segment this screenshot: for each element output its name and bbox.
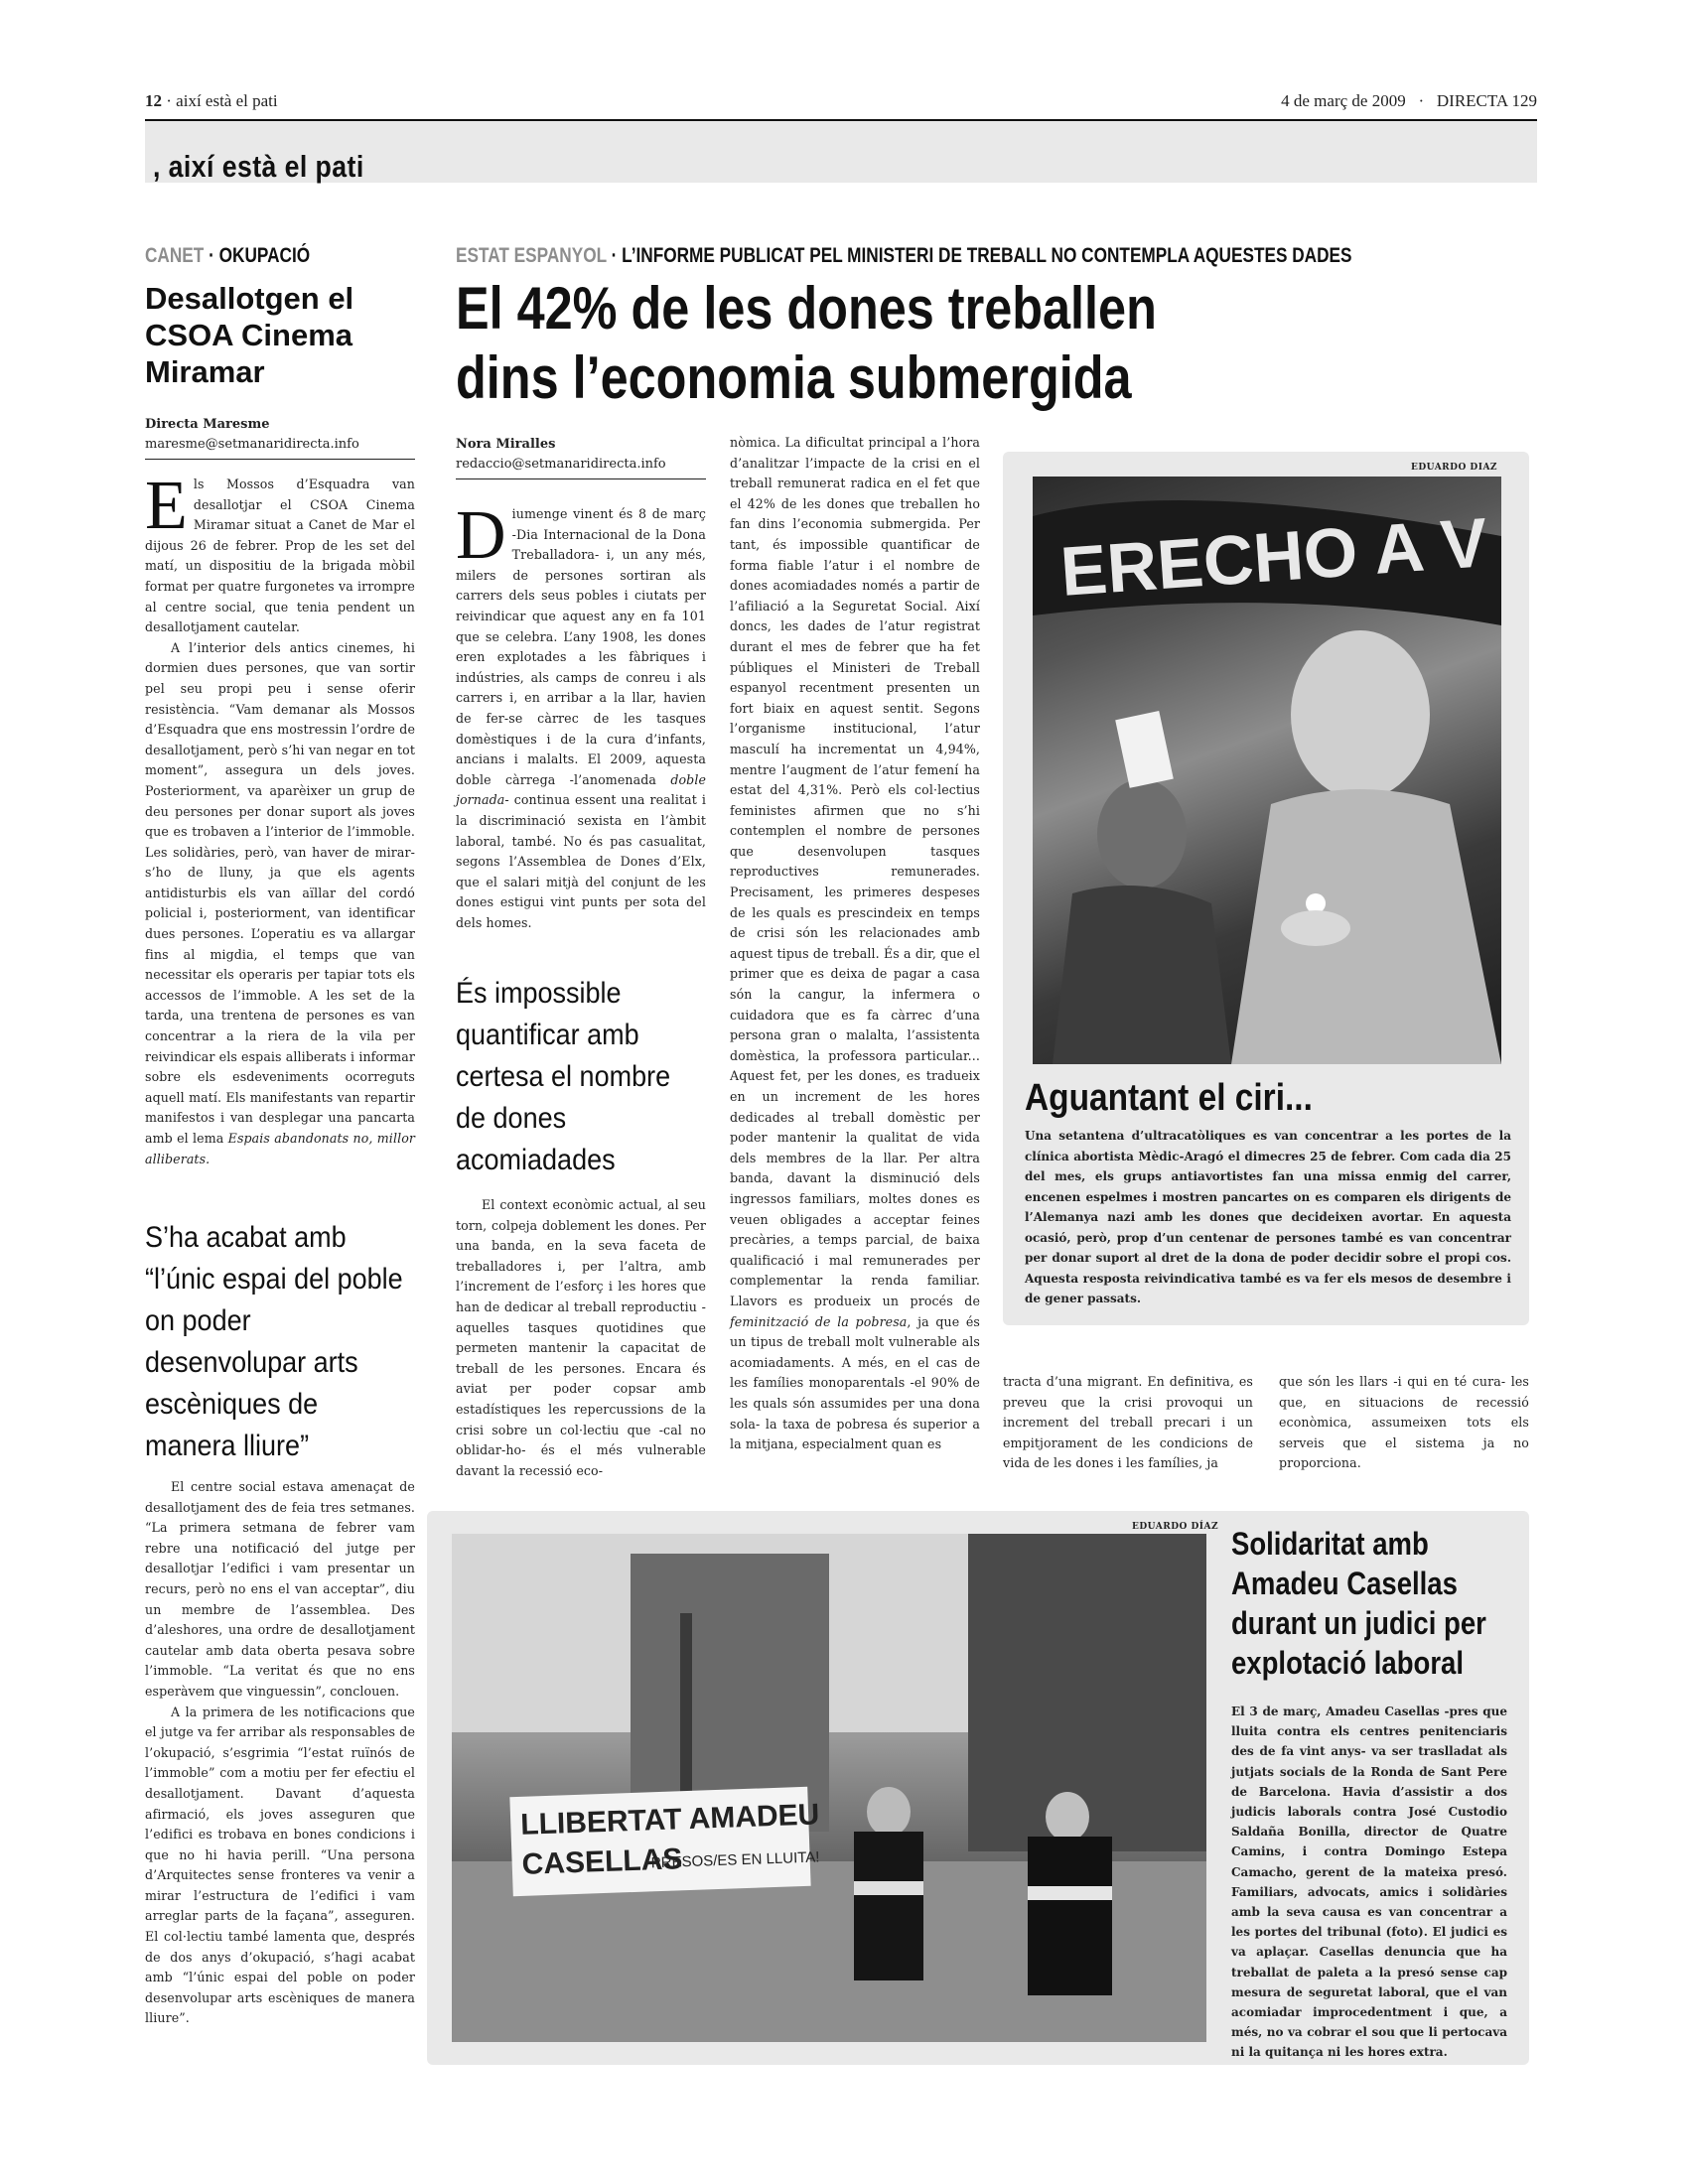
folio-separator: · xyxy=(166,91,172,110)
kicker-place: CANET xyxy=(145,244,205,267)
folio-right xyxy=(1281,91,1537,111)
folio-separator: · xyxy=(1418,91,1425,110)
issue-date: 4 de març de 2009 xyxy=(1281,91,1406,110)
byline-email[interactable]: maresme@setmanaridirecta.info xyxy=(145,437,359,452)
kicker-topic: · OKUPACIÓ xyxy=(209,244,311,267)
left-headline: Desallotgen el CSOA Cinema Miramar xyxy=(145,281,354,389)
section-title: , així està el pati xyxy=(153,149,364,184)
main-col1-bottom: El context econòmic actual, al seu torn, colpeja doblement les dones. Per una banda, en la seva faceta de treballadores i, per l’altra, amb l’increment de l’esforç i les hores que han de dedicar al treball reproductiu -aquelles tasques quotidines que permeten mantenir la capacitat de treball de les persones. Encara és aviat per poder copsar amb estadístiques les repercussions de la crisi sobre un col·lectiu que -cal no oblidar-ho- és el més vulnerable davant la recessió eco- xyxy=(456,1197,706,1478)
protest-photo xyxy=(452,1534,1206,2042)
main-col2: nòmica. La dificultat principal a l’hora d’analitzar l’impacte de la crisi en el treball remunerat radica en el fet que el 42% de les dones que treballen ho fan dins l’economia submergida. Per tant, és impossible quantificar de forma fiable l’atur i el nombre de dones acomiadades només a partir de l’afiliació a la Seguretat Social. Així doncs, les dades de l’atur registrat durant el mes de febrer que ha fet públiques el Ministeri de Treball espanyol recentment presenten un fort biaix en aquest sentit. Segons l’organisme institucional, l’atur masculí ha incrementat un 4,94%, mentre l’augment de l’atur femení ha estat del 4,31%. Però els col·lectius feministes afirmen que no s’hi contemplen el nombre de persones que desenvolupen tasques reproductives remunerades. Precisament, les primeres despeses de les quals es prescindeix en temps de crisi són les relacionades amb aquest tipus de treball. És a dir, que el primer que es deixa de pagar a casa són la cangur, la infermera o cuidadora que es fa càrrec d’una persona gran o malalta, l’assistenta domèstica, la professora particular... Aquest fet, per les dones, es tradueix en un increment de les hores dedicades al treball domèstic per poder mantenir la qualitat de vida dels membres de la llar. Per altra banda, davant la disminució dels ingressos familiars, moltes dones es veuen obligades a acceptar feines precàries, a temps parcial, de baixa qualificació i mal remunerades per complementar la renda familiar. Llavors es produeix un procés de feminització de la pobresa, ja que és un tipus de treball molt vulnerable als acomiadaments. A més, en el cas de les famílies monoparentals -el 90% de les quals són assumides per una dona sola- la taxa de pobresa és superior a la mitjana, especialment quan es xyxy=(730,435,980,1452)
main-kicker xyxy=(456,244,1352,268)
protest-photo-illustration xyxy=(452,1534,1206,2042)
main-col3: tracta d’una migrant. En definitiva, es preveu que la crisi provoqui un increment del treball precari i un empitjorament de les condicions de vida de les dones i les famílies, ja xyxy=(1003,1374,1253,1471)
photo-caption-headline: Aguantant el ciri... xyxy=(1025,1077,1313,1119)
main-byline xyxy=(456,435,706,479)
photo-caption-text: Una setantena d’ultracatòliques es van concentrar a les portes de la clínica abortista Mèdic-Aragó el dimecres 25 de febrer. Com cada dia 25 del mes, els grups antiavortistes fan una missa enmig del carrer, encenen espelmes i mostren pancartes on es comparen els dirigents de l’Alemanya nazi amb les dones que decideixen avortar. En aquesta ocasió, però, prop d’un centenar de persones també es van concentrar per donar suport al dret de la dona de poder decidir sobre el propi cos. Aquesta resposta reivindicativa també es va fer els mesos de desembre i de gener passats. xyxy=(1025,1129,1511,1305)
dropcap: D xyxy=(456,497,506,574)
left-pullquote: S’ha acabat amb “l’únic espai del poble on poder desenvolupar arts escèniques de manera lliure” xyxy=(145,1221,403,1462)
main-headline: El 42% de les dones treballen dins l’economia submergida xyxy=(456,275,1157,411)
left-kicker xyxy=(145,244,310,268)
photo-credit: EDUARDO DÍAZ xyxy=(1132,1522,1219,1532)
main-col4: que són les llars -i qui en té cura- les que, en situacions de recessió econòmica, assumeixen tots els serveis que el sistema ja no proporciona. xyxy=(1279,1374,1529,1471)
svg-text:LLIBERTAT AMADEU: LLIBERTAT AMADEU xyxy=(519,1798,820,1842)
left-body-part1: Els Mossos d’Esquadra van desallotjar el CSOA Cinema Miramar situat a Canet de Mar el dijous 26 de febrer. Prop de les set del matí, un dispositiu de la brigada mòbil format per quatre furgonetes va irrompre al centre social, que tenia pendent un desallotjament cautelar. A l’interior dels antics cinemes, hi dormien dues persones, que van sortir pel seu propi peu i sense oferir resistència. “Vam demanar als Mossos d’Esquadra que ens mostressin l’ordre de desallotjament, però s’hi van negar en tot moment”, assegura un dels joves. Posteriorment, va aparèixer un grup de deu persones per donar suport als joves que es trobaven a l’interior de l’immoble. Les solidàries, però, van haver de mirar-s’ho de lluny, ja que els agents antidisturbis els van aïllar del cordó policial i, posteriorment, van identificar dues persones. L’operatiu es va allargar fins al migdia, el temps que van necessitar els operaris per tapiar tots els accessos de l’immoble. A les set de la tarda, una trentena de persones es van concentrar a la riera de la vila per reivindicar els espais alliberats i informar sobre els esdeveniments ocorreguts aquell matí. Els manifestants van repartir manifestos i van desplegar una pancarta amb el lema Espais abandonats no, millor alliberats. xyxy=(145,468,415,1166)
kicker-place: ESTAT ESPANYOL xyxy=(456,244,607,267)
vigil-photo-illustration xyxy=(1033,477,1501,1064)
folio-section: així està el pati xyxy=(176,91,278,110)
left-byline xyxy=(145,415,415,460)
svg-text:ERECHO A V: ERECHO A V xyxy=(1057,503,1490,611)
main-pullquote: És impossible quantificar amb certesa el nombre de dones acomiadades xyxy=(456,977,671,1176)
bottom-feature-headline: Solidaritat amb Amadeu Casellas durant un judici per explotació laboral xyxy=(1231,1526,1486,1681)
page-number: 12 xyxy=(145,91,162,110)
vigil-photo xyxy=(1033,477,1501,1064)
left-body-part2: El centre social estava amenaçat de desallotjament des de feia tres setmanes. “La primera setmana de febrer vam rebre una notificació del jutge per desallotjar l’edifici i vam presentar un recurs, però no ens el van acceptar”, diu un membre de l’assemblea. Des d’aleshores, una ordre de desallotjament cautelar amb data oberta pesava sobre l’immoble. “La veritat és que no ens esperàvem que vinguessin”, conclouen. A la primera de les notificacions que el jutge va fer arribar als responsables de l’okupació, s’esgrimia “l’estat ruïnós de l’immoble” com a motiu per fer efectiu el desallotjament. Davant d’aquesta afirmació, els joves asseguren que l’edifici es trobava en bones condicions i que no hi havia perill. “Una persona d’Arquitectes sense fronteres va venir a mirar l’estructura de l’edifici i vam arreglar parts de la façana”, asseguren. El col·lectiu també lamenta que, després de dos anys d’okupació, s’hagi acabat amb “l’únic espai del poble on poder desenvolupar arts escèniques de manera lliure”. xyxy=(145,1479,415,2026)
photo-credit: EDUARDO DIAZ xyxy=(1410,463,1497,473)
byline-name: Directa Maresme xyxy=(145,417,270,432)
folio-left xyxy=(145,91,278,111)
dropcap: E xyxy=(145,468,188,544)
svg-text:CASELLAS: CASELLAS xyxy=(521,1843,683,1881)
byline-email[interactable]: redaccio@setmanaridirecta.info xyxy=(456,457,666,472)
main-col1-top: Diumenge vinent és 8 de març -Dia Internacional de la Dona Treballadora- i, un any més, milers de persones sortiran als carrers dels seus pobles i ciutats per reivindicar que aquest any en fa 101 que se celebra. L’any 1908, les dones eren explotades a les fàbriques i indústries, als camps de conreu i als carrers i, en arribar a la llar, havien de fer-se càrrec de les tasques domèstiques i de la cura d’infants, ancians i malalts. El 2009, aquesta doble càrrega -l’anomenada doble jornada- continua essent una realitat i la discriminació sexista en l’àmbit laboral, també. No és pas casualitat, segons l’Assemblea de Dones d’Elx, que el salari mitjà del conjunt de les dones estigui vint punts per sota del dels homes. xyxy=(456,497,706,930)
byline-name: Nora Miralles xyxy=(456,437,556,452)
kicker-topic: · L’INFORME PUBLICAT PEL MINISTERI DE TREBALL NO CONTEMPLA AQUESTES DADES xyxy=(611,244,1352,267)
svg-text:PRESOS/ES EN LLUITA!: PRESOS/ES EN LLUITA! xyxy=(650,1848,820,1872)
publication-issue: DIRECTA 129 xyxy=(1436,91,1537,110)
bottom-feature-text: El 3 de març, Amadeu Casellas -pres que lluita contra els centres penitenciaris des de fa vint anys- va ser traslladat als jutjats socials de la Ronda de Sant Pere de Barcelona. Havia d’assistir a dos judicis laborals contra José Custodio Saldaña Bonilla, director de Quatre Camins, i contra Domingo Estepa Camacho, gerent de la mateixa presó. Familiars, advocats, amics i solidàries amb la seva causa es van concentrar a les portes del tribunal (foto). El judici es va aplaçar. Casellas denuncia que ha treballat de paleta a la presó sense cap mesura de seguretat laboral, que el van acomiadar improcedentment i que, a més, no va cobrar el sou que li pertocava ni la quitança ni les hores extra. xyxy=(1231,1705,1507,2060)
